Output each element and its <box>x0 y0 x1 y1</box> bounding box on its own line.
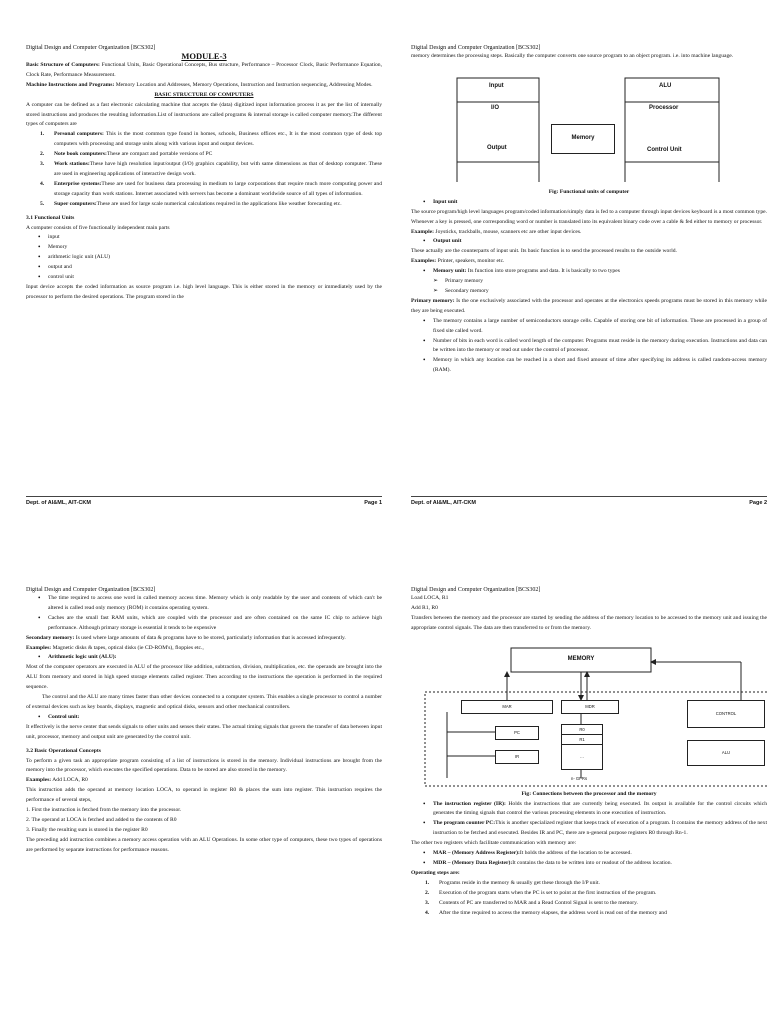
code-line: Add R1, R0 <box>411 604 438 611</box>
register-list <box>411 800 767 840</box>
control-box: CONTROL <box>687 700 765 728</box>
bullet-heading: • Arithmetic logic unit (ALU): <box>26 653 382 663</box>
page-3 <box>26 586 382 1024</box>
page-footer <box>26 496 382 507</box>
list-item: ➢ Primary memory <box>411 277 767 287</box>
section-heading: 3.1 Functional Units <box>26 214 75 221</box>
page-header: Digital Design and Computer Organization [BCS302] <box>411 587 541 593</box>
ir-box: IR <box>495 750 539 764</box>
gpr-dots-box: … <box>561 744 603 770</box>
paragraph: Input device accepts the coded information as source program i.e. high level language. This is either stored in the memory or immediately used by the processor to perform the desired operations. The program stored in the <box>26 283 382 300</box>
bullet-heading: • Control unit: <box>26 713 382 723</box>
figure-caption: Fig: Connections between the processor and the memory <box>521 790 657 797</box>
output-label: Output <box>487 144 507 151</box>
list-item: ➢ Secondary memory <box>411 287 767 297</box>
list-item: 1. Programs reside in the memory & usually get these through the I/P unit. <box>425 879 600 886</box>
processor-label: Processor <box>649 104 679 111</box>
paragraph: The source program/high level languages program/coded information/simply data is fed to a computer through input devices keyboard is a most common type. Whenever a key is pressed, one corresponding word or number is translated into its equivalent binary code over a cable & fed either to memory or processor. <box>411 208 767 225</box>
step-line: 2. The operand at LOCA is fetched and added to the contents of R0 <box>26 816 177 823</box>
footer-dept: Dept. of AI&ML, AIT-CKM <box>411 500 476 506</box>
paragraph: It effectively is the nerve center that sends signals to other units and senses their states. The actual timing signals that govern the transfer of data between input unit, processor, memory and output unit are generated by the control unit. <box>26 723 382 740</box>
footer-page-number: Page 1 <box>364 500 382 506</box>
bullet-heading: • Input unit <box>411 198 767 208</box>
bullet-heading: • Memory unit: Its function into store programs and data. It is basically to two types <box>411 267 767 277</box>
paragraph: A computer can be defined as a fast electronic calculating machine that accepts the (data) digitized input information process it as per the list of internally stored instructions and produces the resulting information.List of instructions are called programs & internal storage is called computer memory.The different types of computers are <box>26 101 382 128</box>
alu-label: ALU <box>659 82 672 89</box>
paragraph: The preceding add instruction combines a memory access operation with an ALU Operations. In some other type of computers, these two types of operations are performed by separate instructions for performance reasons. <box>26 836 382 853</box>
memory-box: Memory <box>551 124 615 154</box>
page-header: Digital Design and Computer Organization [BCS302] <box>26 45 156 51</box>
list-item: 3. Work stations:These have high resolution input/output (I/O) graphics capability, but with same dimensions as that of desktop computer. These are used in engineering applications of interactive design work. <box>40 161 382 177</box>
step-line: 3. Finally the resulting sum is stored in the register R0 <box>26 826 148 833</box>
syllabus-line: Machine Instructions and Programs: Memory Location and Addresses, Memory Operations, Instruction and Instruction sequencing, Addressing Modes. <box>26 81 373 88</box>
module-title: MODULE-3 <box>181 51 227 61</box>
page-header: Digital Design and Computer Organization [BCS302] <box>411 45 541 51</box>
input-label: Input <box>489 82 504 89</box>
paragraph: Transfers between the memory and the processor are started by sending the address of the memory location to be accessed to the memory unit and issuing the appropriate control signals. The data are then transferred to or from the memory. <box>411 614 767 631</box>
paragraph: Secondary memory: Is used where large amounts of data & programs have to be stored, particularly information that is accessed infrequently. <box>26 634 346 641</box>
paragraph: Examples: Printer, speakers, monitor etc. <box>411 258 505 265</box>
list-item: 1. Personal computers: This is the most common type found in homes, schools, Business offices etc., It is the most common type of desk top computers with processing and storage units along with various input and output devices. <box>40 131 382 148</box>
operating-steps-list <box>411 879 767 919</box>
list-item: 4. Enterprise systems:These are used for business data processing in medium to large corporations that require much more computing power and storage capacity than work stations. Internet associated with servers has become a dominant worldwide source of all types of information. <box>40 180 382 197</box>
paragraph: Primary memory: Is the one exclusively associated with the processor and operates at the electronics speeds programs must be stored in this memory while they are being executed. <box>411 297 767 314</box>
diagram-lines <box>411 62 767 182</box>
paragraph: The other two registers which facilitate communication with memory are: <box>411 840 577 847</box>
paragraph: A computer consists of five functionally independent main parts <box>26 224 170 231</box>
page-footer <box>411 496 767 507</box>
paragraph: memory determines the processing steps. Basically the computer converts one source program to an object program. i.e. into machine language. <box>411 53 734 59</box>
page-1 <box>26 44 382 516</box>
functional-units-diagram <box>411 62 767 182</box>
syllabus-line: Basic Structure of Computers: Functional Units, Basic Operational Concepts, Bus structure, Performance – Processor Clock, Basic Performance Equation, Clock Rate, Performance Measurement. <box>26 62 382 78</box>
paragraph: Examples: Add LOCA, R0 <box>26 777 88 784</box>
list-item: • output and <box>26 263 382 273</box>
mdr-box: MDR <box>561 700 619 714</box>
paragraph: The control and the ALU are many times faster than other devices connected to a computer system. This enables a single processor to control a number of external devices such as key boards, displays, magnetic and optical disks, sensors and other mechanical controllers. <box>26 694 382 710</box>
list-item: • MAR – (Memory Address Register):It holds the address of the location to be accessed. <box>411 849 767 859</box>
list-item: 5. Super computers:These are used for large scale numerical calculations required in the applications like weather forecasting etc. <box>40 200 342 207</box>
paragraph: Examples: Magnetic disks & tapes, optical disks (ie CD-ROM's), floppies etc., <box>26 644 204 651</box>
list-item: • control unit <box>26 273 382 283</box>
figure-caption: Fig: Functional units of computer <box>548 188 630 195</box>
gprs-label: n- GPRs <box>571 775 588 781</box>
paragraph: To perform a given task an appropriate program consisting of a list of instructions is stored in the memory. Individual instructions are brought from the memory into the processor, which executes the specified operations. Data to be stored are also stored in the memory. <box>26 757 382 774</box>
page-4 <box>411 586 767 1024</box>
page-2 <box>411 44 767 516</box>
page-header: Digital Design and Computer Organization [BCS302] <box>26 587 156 593</box>
list-item: 2. Execution of the program starts when the PC is set to point at the first instruction of the program. <box>425 889 657 896</box>
paragraph: Example: Joysticks, trackballs, mouse, scanners etc are other input devices. <box>411 228 582 235</box>
computer-types-list <box>26 130 382 209</box>
list-item: 2. Note book computers:These are compact and portable versions of PC <box>40 151 213 158</box>
footer-page-number: Page 2 <box>749 500 767 506</box>
list-item: • input <box>26 233 382 243</box>
register-list <box>411 849 767 869</box>
memory-types-list <box>411 277 767 297</box>
list-item: • The instruction register (IR): Holds the instructions that are currently being executed. Its output is available for the control circuits which generates the timing signals that control the various processing elements in one execution of instruction. <box>411 800 767 820</box>
io-label: I/O <box>491 104 500 111</box>
list-item: • arithmetic logic unit (ALU) <box>26 253 382 263</box>
list-item: 4. After the time required to access the memory elapses, the address word is read out of the memory and <box>425 909 667 916</box>
list-item: • MDR – (Memory Data Register):It contains the data to be written into or readout of the address location. <box>411 859 767 869</box>
list-item: • Memory in which any location can be reached in a short and fixed amount of time after specifying its address is called random-access memory (RAM). <box>411 356 767 376</box>
section-heading: Operating steps are: <box>411 869 460 876</box>
pc-box: PC <box>495 726 539 740</box>
list-item: • Number of bits in each word is called word length of the computer. Programs must reside in the memory during execution. Instructions and data can be written into the memory or read out under the control of processor. <box>411 337 767 357</box>
memory-points <box>26 594 382 634</box>
functional-parts-list <box>26 233 382 283</box>
list-item: • The program counter PC:This is another specialized register that keeps track of execution of a program. It contains the memory address of the next instruction to be fetched and executed. Besides IR and PC, there are n-general purpose registers R0 through Rn-1. <box>411 819 767 839</box>
list-item: • Memory <box>26 243 382 253</box>
mar-box: MAR <box>461 700 553 714</box>
section-heading: 3.2 Basic Operational Concepts <box>26 747 101 754</box>
paragraph: This instruction adds the operand at memory location LOCA, to operand in register R0 & places the sum into register. This instruction requires the performance of several steps, <box>26 787 382 804</box>
bullet-heading: • Output unit <box>411 237 767 247</box>
list-item: 3. Contents of PC are transferred to MAR and a Read Control Signal is sent to the memory. <box>425 899 638 906</box>
footer-dept: Dept. of AI&ML, AIT-CKM <box>26 500 91 506</box>
section-title: BASIC STRUCTURE OF COMPUTERS <box>154 91 254 98</box>
memory-box: MEMORY <box>567 655 595 662</box>
primary-memory-points <box>411 317 767 376</box>
processor-memory-diagram <box>411 638 767 788</box>
list-item: • The time required to access one word in called memory access time. Memory which is only readable by the user and contents of which can't be altered is called read only memory (ROM) it contains operating system. <box>26 594 382 614</box>
list-item: • Caches are the small fast RAM units, which are coupled with the processor and are often contained on the same IC chip to achieve high performance. Although primary storage is essential it tends to be expensive <box>26 614 382 634</box>
control-unit-label: Control Unit <box>647 146 682 153</box>
step-line: 1. First the instruction is fetched from the memory into the processor. <box>26 807 182 814</box>
r0-box: R0 <box>561 724 603 736</box>
alu-box: ALU <box>687 740 765 766</box>
paragraph: These actually are the counterparts of input unit. Its basic function is to send the processed results to the outside world. <box>411 248 677 255</box>
list-item: • The memory contains a large number of semiconductors storage cells. Capable of storing one bit of information. These are processed in a group of fixed site called word. <box>411 317 767 337</box>
code-line: Load LOCA, R1 <box>411 595 449 601</box>
paragraph: Most of the computer operators are executed in ALU of the processor like addition, subtraction, division, multiplication, etc. the operands are brought into the ALU from memory and stored in high speed storage elements called register. Then according to the instructions the operation is performed in the required sequence. <box>26 664 382 691</box>
r1-box: R1 <box>561 734 603 746</box>
